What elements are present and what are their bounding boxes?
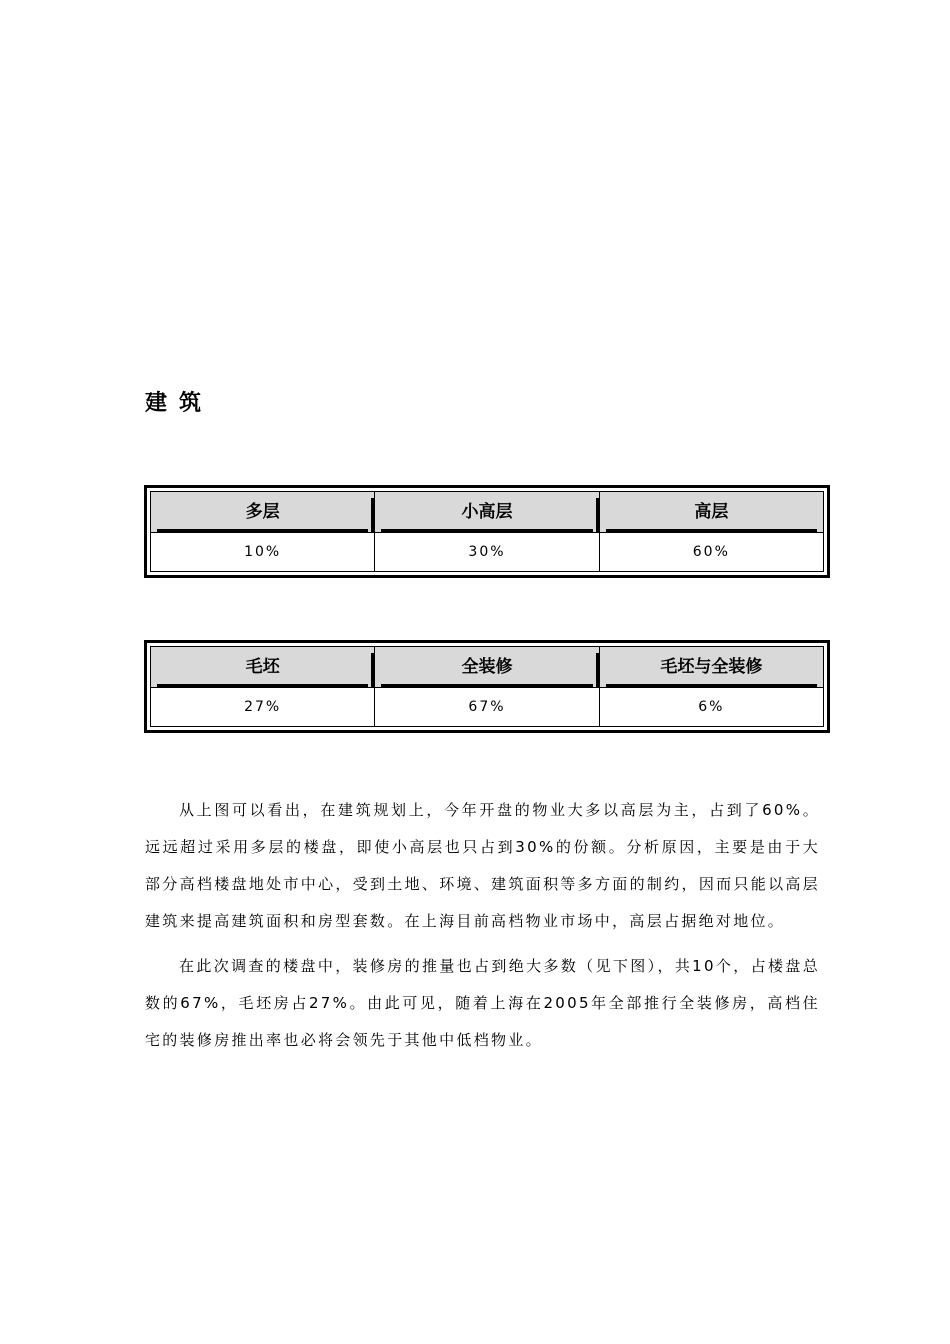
header-cell-mixed: 毛坯与全装修 — [599, 647, 823, 688]
table-row — [151, 533, 824, 572]
value-cell-mixed: 6% — [599, 688, 823, 727]
table-header-row — [151, 647, 824, 688]
paragraph-building-analysis: 从上图可以看出，在建筑规划上，今年开盘的物业大多以高层为主，占到了60%。远远超过采用多层的楼盘，即使小高层也只占到30%的份额。分析原因，主要是由于大部分高档楼盘地处市中心，受到土地、环境、建筑面积等多方面的制约，因而只能以高层建筑来提高建筑面积和房型套数。在上海目前高档物业市场中，高层占据绝对地位。 — [145, 801, 820, 930]
building-type-table — [144, 485, 830, 578]
value-cell-unfinished: 27% — [151, 688, 375, 727]
body-text — [145, 792, 820, 1067]
header-cell-high-rise: 高层 — [599, 492, 823, 533]
section-title: 建筑 — [145, 391, 214, 416]
table-row — [151, 688, 824, 727]
decoration-type-table — [144, 640, 830, 733]
table-header-row — [151, 492, 824, 533]
header-cell-small-high-rise: 小高层 — [375, 492, 599, 533]
value-cell-fully-decorated: 67% — [375, 688, 599, 727]
value-cell-multi-storey: 10% — [151, 533, 375, 572]
header-cell-unfinished: 毛坯 — [151, 647, 375, 688]
value-cell-small-high-rise: 30% — [375, 533, 599, 572]
building-type-grid — [150, 491, 824, 572]
paragraph-decoration-analysis: 在此次调查的楼盘中，装修房的推量也占到绝大多数（见下图），共10个，占楼盘总数的67%，毛坯房占27%。由此可见，随着上海在2005年全部推行全装修房，高档住宅的装修房推出率也必将会领先于其他中低档物业。 — [145, 957, 820, 1049]
decoration-type-grid — [150, 646, 824, 727]
header-cell-multi-storey: 多层 — [151, 492, 375, 533]
header-cell-fully-decorated: 全装修 — [375, 647, 599, 688]
value-cell-high-rise: 60% — [599, 533, 823, 572]
